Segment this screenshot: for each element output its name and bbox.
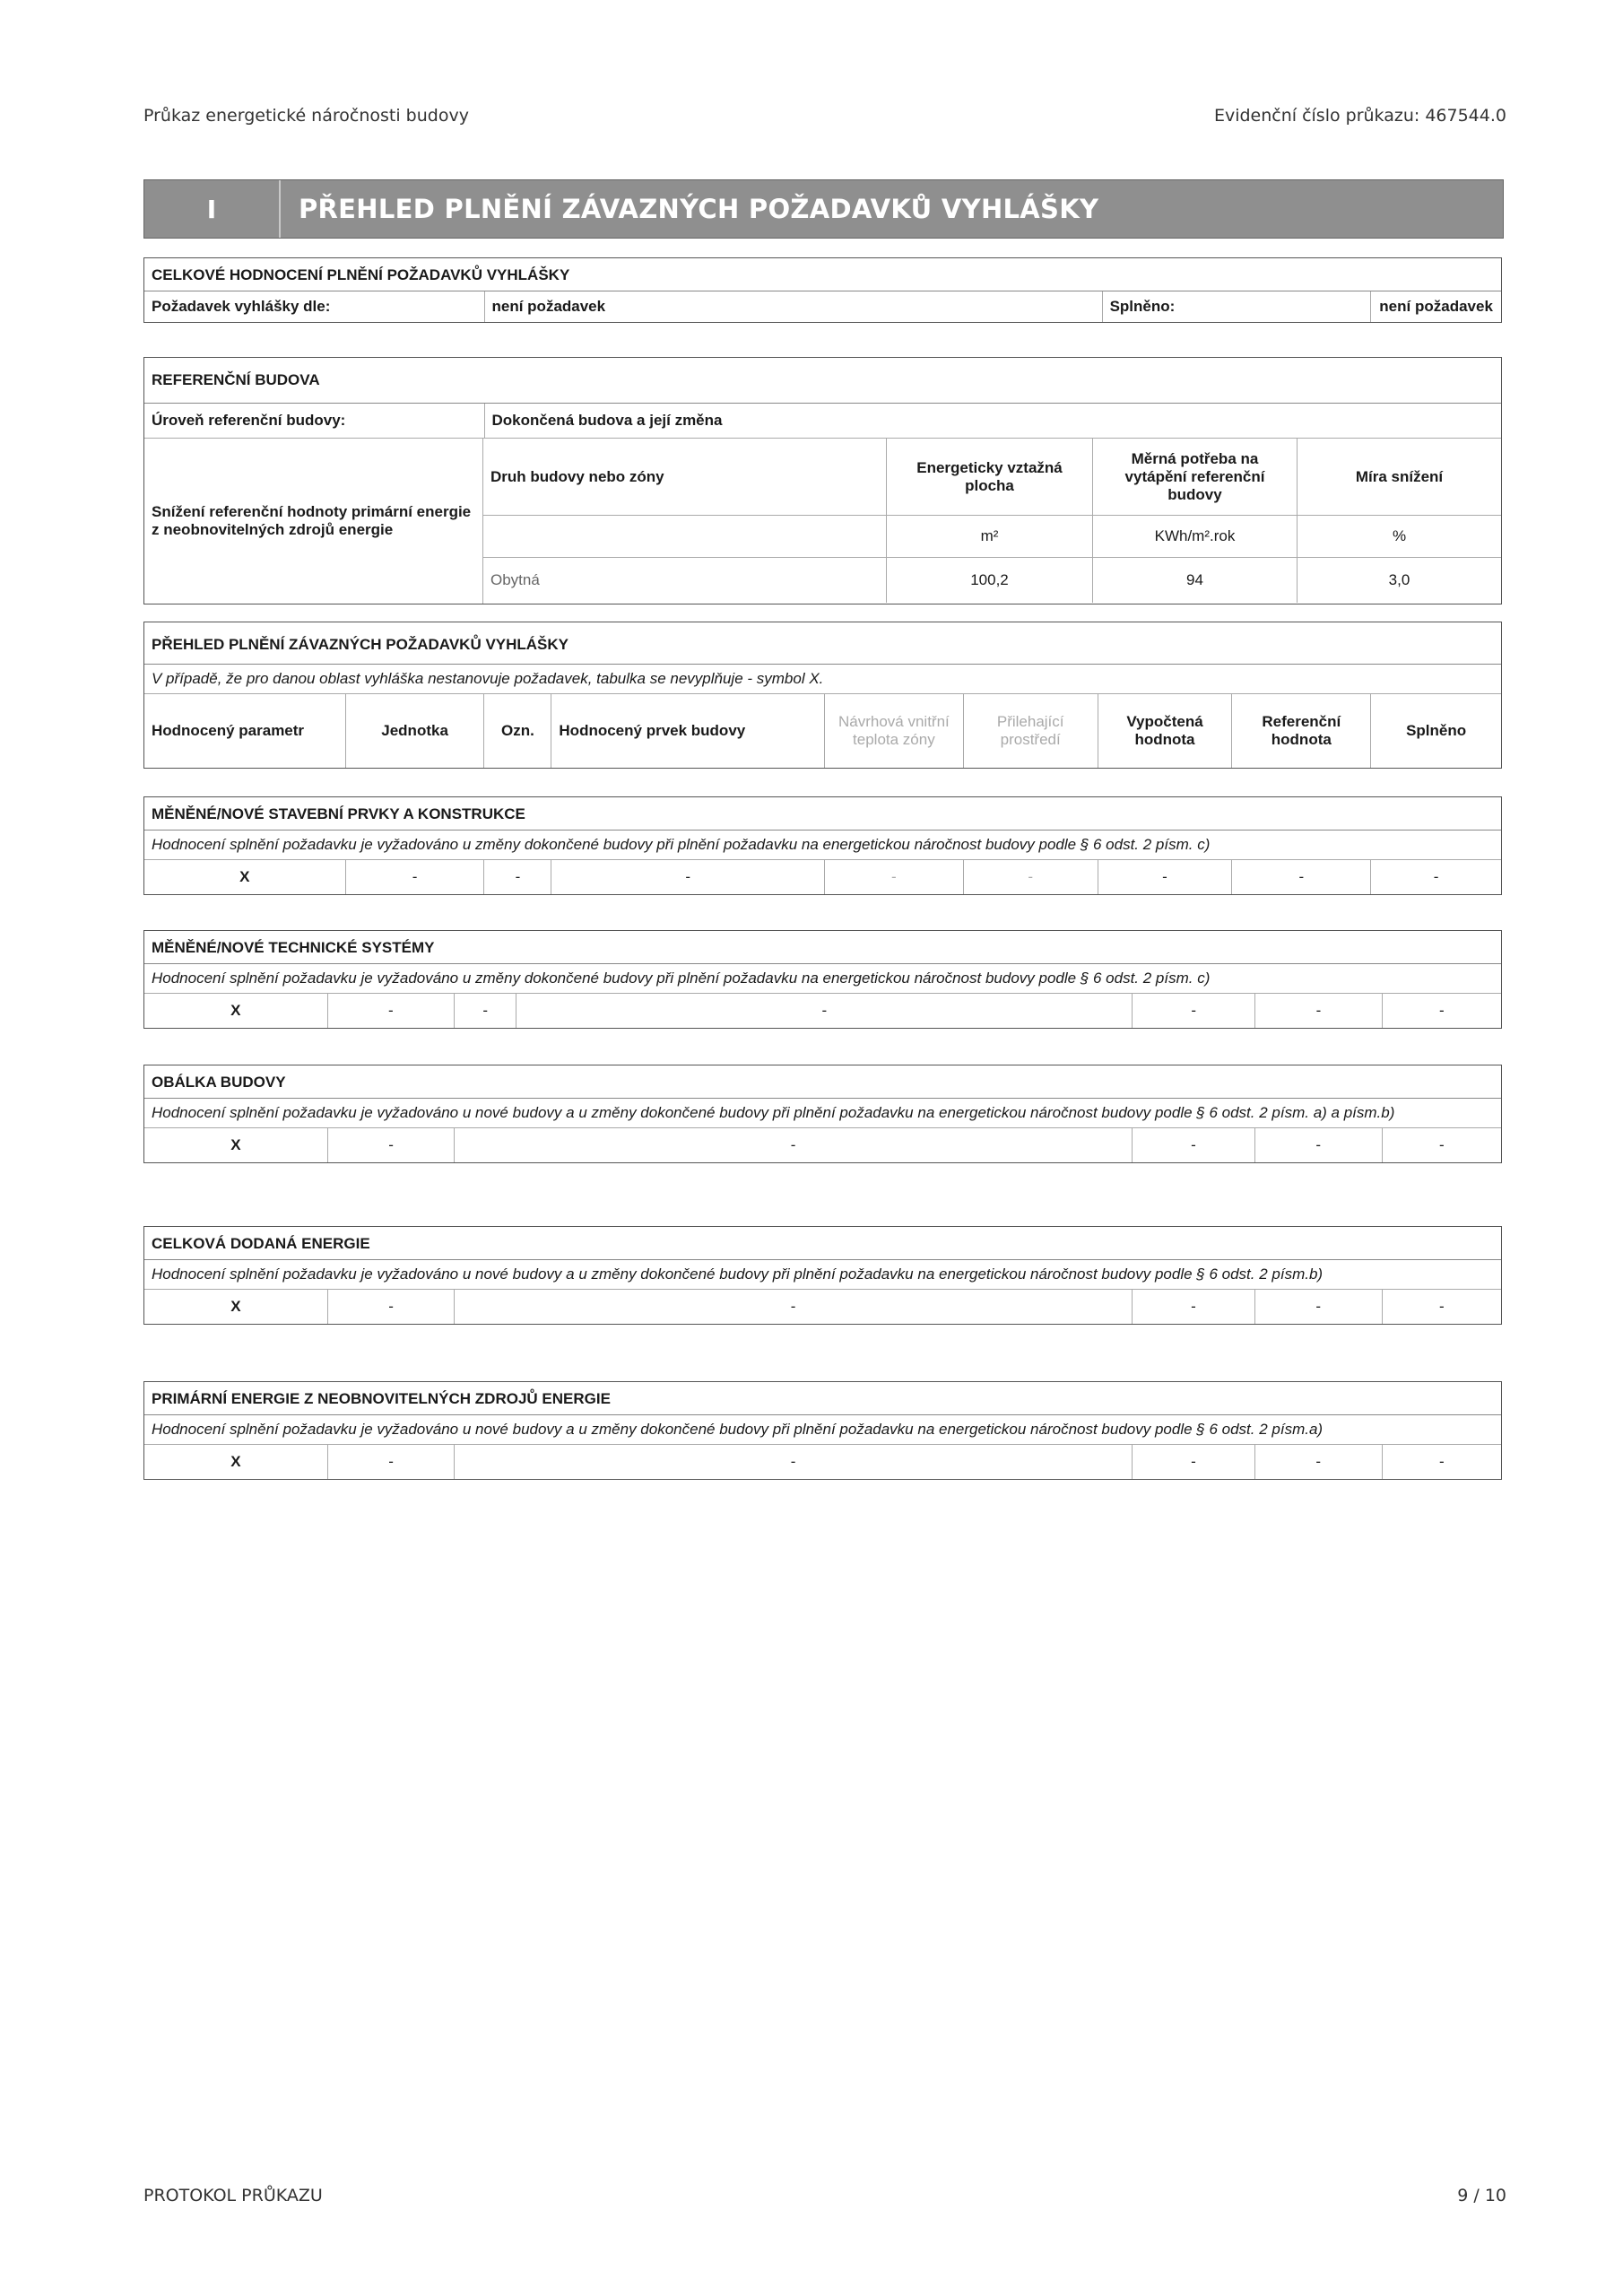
col-fulfilled: Splněno	[1406, 722, 1467, 739]
reduction-label: Snížení referenční hodnoty primární energie z neobnovitelných zdrojů energie	[144, 439, 483, 604]
fulfilled-value: není požadavek	[1379, 298, 1493, 315]
cell-unit: -	[328, 994, 455, 1028]
section-note: Hodnocení splnění požadavku je vyžadováno u nové budovy a u změny dokončené budovy při plnění požadavku na energetickou náročnost budovy podle § 6 odst. 2 písm.a)	[144, 1415, 1501, 1445]
section-banner	[143, 179, 1504, 239]
col-reduction-rate: Míra snížení	[1355, 467, 1444, 485]
cell-fulfilled: -	[1438, 1298, 1445, 1315]
banner-title: PŘEHLED PLNĚNÍ ZÁVAZNÝCH POŽADAVKŮ VYHLÁŠKY	[299, 194, 1099, 224]
row-area: 100,2	[887, 558, 1093, 603]
cell-unit: -	[328, 1290, 456, 1324]
cell-fulfilled: -	[1439, 1002, 1445, 1019]
cell-calculated: -	[1133, 1128, 1255, 1162]
reference-building-box	[143, 357, 1502, 604]
col-building-type: Druh budovy nebo zóny	[483, 439, 887, 515]
row-heating-need: 94	[1093, 558, 1298, 603]
cell-calculated: -	[1133, 994, 1255, 1028]
unit-area: m²	[887, 516, 1093, 557]
section-note: Hodnocení splnění požadavku je vyžadováno u nové budovy a u změny dokončené budovy při plnění požadavku na energetickou náročnost budovy podle § 6 odst. 2 písm. a) a písm.b)	[144, 1099, 1501, 1128]
col-element: Hodnocený prvek budovy	[551, 694, 825, 768]
cell-unit: -	[328, 1128, 456, 1162]
section-note: Hodnocení splnění požadavku je vyžadováno u změny dokončené budovy při plnění požadavku na energetickou náročnost budovy podle § 6 odst. 2 písm. c)	[144, 831, 1501, 860]
section-structures	[143, 796, 1502, 895]
section-note: Hodnocení splnění požadavku je vyžadováno u změny dokončené budovy při plnění požadavku na energetickou náročnost budovy podle § 6 odst. 2 písm. c)	[144, 964, 1501, 994]
section-envelope	[143, 1065, 1502, 1163]
cell-reference: -	[1232, 860, 1371, 894]
cell-parameter: X	[144, 860, 346, 894]
section-primary-energy	[143, 1381, 1502, 1480]
overview-box	[143, 622, 1502, 769]
section-title: OBÁLKA BUDOVY	[144, 1065, 1501, 1099]
cell-parameter: X	[144, 1445, 328, 1479]
col-mark: Ozn.	[484, 694, 551, 768]
col-parameter: Hodnocený parametr	[144, 694, 346, 768]
cell-fulfilled: -	[1433, 868, 1439, 885]
cell-unit: -	[328, 1445, 456, 1479]
requirement-label: Požadavek vyhlášky dle:	[144, 291, 485, 322]
cell-adjacent: -	[964, 860, 1098, 894]
cell-element: -	[455, 1290, 1133, 1324]
banner-number: I	[144, 180, 281, 238]
col-heating-need: Měrná potřeba na vytápění referenční budovy	[1093, 439, 1298, 515]
requirement-value: není požadavek	[485, 291, 1103, 322]
col-reference-area: Energeticky vztažná plocha	[887, 439, 1093, 515]
section-title: PRIMÁRNÍ ENERGIE Z NEOBNOVITELNÝCH ZDROJŮ ENERGIE	[144, 1382, 1501, 1415]
section-title: MĚNĚNÉ/NOVÉ STAVEBNÍ PRVKY A KONSTRUKCE	[144, 797, 1501, 831]
fulfilled-label: Splněno:	[1103, 291, 1372, 322]
cell-parameter: X	[144, 994, 328, 1028]
cell-fulfilled: -	[1438, 1453, 1445, 1470]
unit-rate: %	[1392, 527, 1407, 544]
reference-level-label: Úroveň referenční budovy:	[144, 404, 485, 438]
cell-element: -	[455, 1128, 1133, 1162]
cell-calculated: -	[1133, 1445, 1255, 1479]
cell-design-temp: -	[825, 860, 964, 894]
header-certificate-number: Evidenční číslo průkazu: 467544.0	[1213, 106, 1506, 126]
cell-reference: -	[1255, 994, 1382, 1028]
header-title: Průkaz energetické náročnosti budovy	[143, 106, 469, 126]
section-note: Hodnocení splnění požadavku je vyžadováno u nové budovy a u změny dokončené budovy při plnění požadavku na energetickou náročnost budovy podle § 6 odst. 2 písm.b)	[144, 1260, 1501, 1290]
cell-element: -	[516, 994, 1133, 1028]
section-title: CELKOVÁ DODANÁ ENERGIE	[144, 1227, 1501, 1260]
cell-calculated: -	[1133, 1290, 1255, 1324]
row-building-type: Obytná	[483, 558, 887, 603]
cell-parameter: X	[144, 1128, 328, 1162]
cell-fulfilled: -	[1438, 1136, 1445, 1153]
cell-parameter: X	[144, 1290, 328, 1324]
overview-note: V případě, že pro danou oblast vyhláška nestanovuje požadavek, tabulka se nevyplňuje - symbol X.	[144, 665, 1501, 694]
col-adjacent: Přilehající prostředí	[964, 694, 1098, 768]
overall-evaluation-box	[143, 257, 1502, 323]
reference-title: REFERENČNÍ BUDOVA	[144, 358, 1501, 404]
cell-calculated: -	[1098, 860, 1233, 894]
reference-level-value: Dokončená budova a její změna	[491, 412, 723, 429]
cell-reference: -	[1255, 1290, 1383, 1324]
cell-element: -	[551, 860, 825, 894]
cell-unit: -	[346, 860, 485, 894]
row-reduction-rate: 3,0	[1388, 571, 1410, 588]
cell-element: -	[455, 1445, 1133, 1479]
footer-label: PROTOKOL PRŮKAZU	[143, 2186, 323, 2205]
cell-mark: -	[455, 994, 516, 1028]
col-calculated: Vypočtená hodnota	[1098, 694, 1233, 768]
overview-title: PŘEHLED PLNĚNÍ ZÁVAZNÝCH POŽADAVKŮ VYHLÁŠKY	[144, 622, 1501, 665]
col-unit: Jednotka	[346, 694, 485, 768]
cell-mark: -	[484, 860, 551, 894]
overall-title: CELKOVÉ HODNOCENÍ PLNĚNÍ POŽADAVKŮ VYHLÁŠKY	[144, 258, 1501, 291]
page-number: 9 / 10	[1457, 2186, 1506, 2205]
cell-reference: -	[1255, 1128, 1383, 1162]
cell-reference: -	[1255, 1445, 1383, 1479]
section-delivered-energy	[143, 1226, 1502, 1325]
section-title: MĚNĚNÉ/NOVÉ TECHNICKÉ SYSTÉMY	[144, 931, 1501, 964]
col-reference: Referenční hodnota	[1232, 694, 1371, 768]
unit-heating-need: KWh/m².rok	[1093, 516, 1298, 557]
col-design-temp: Návrhová vnitřní teplota zóny	[825, 694, 964, 768]
section-technical-systems	[143, 930, 1502, 1029]
